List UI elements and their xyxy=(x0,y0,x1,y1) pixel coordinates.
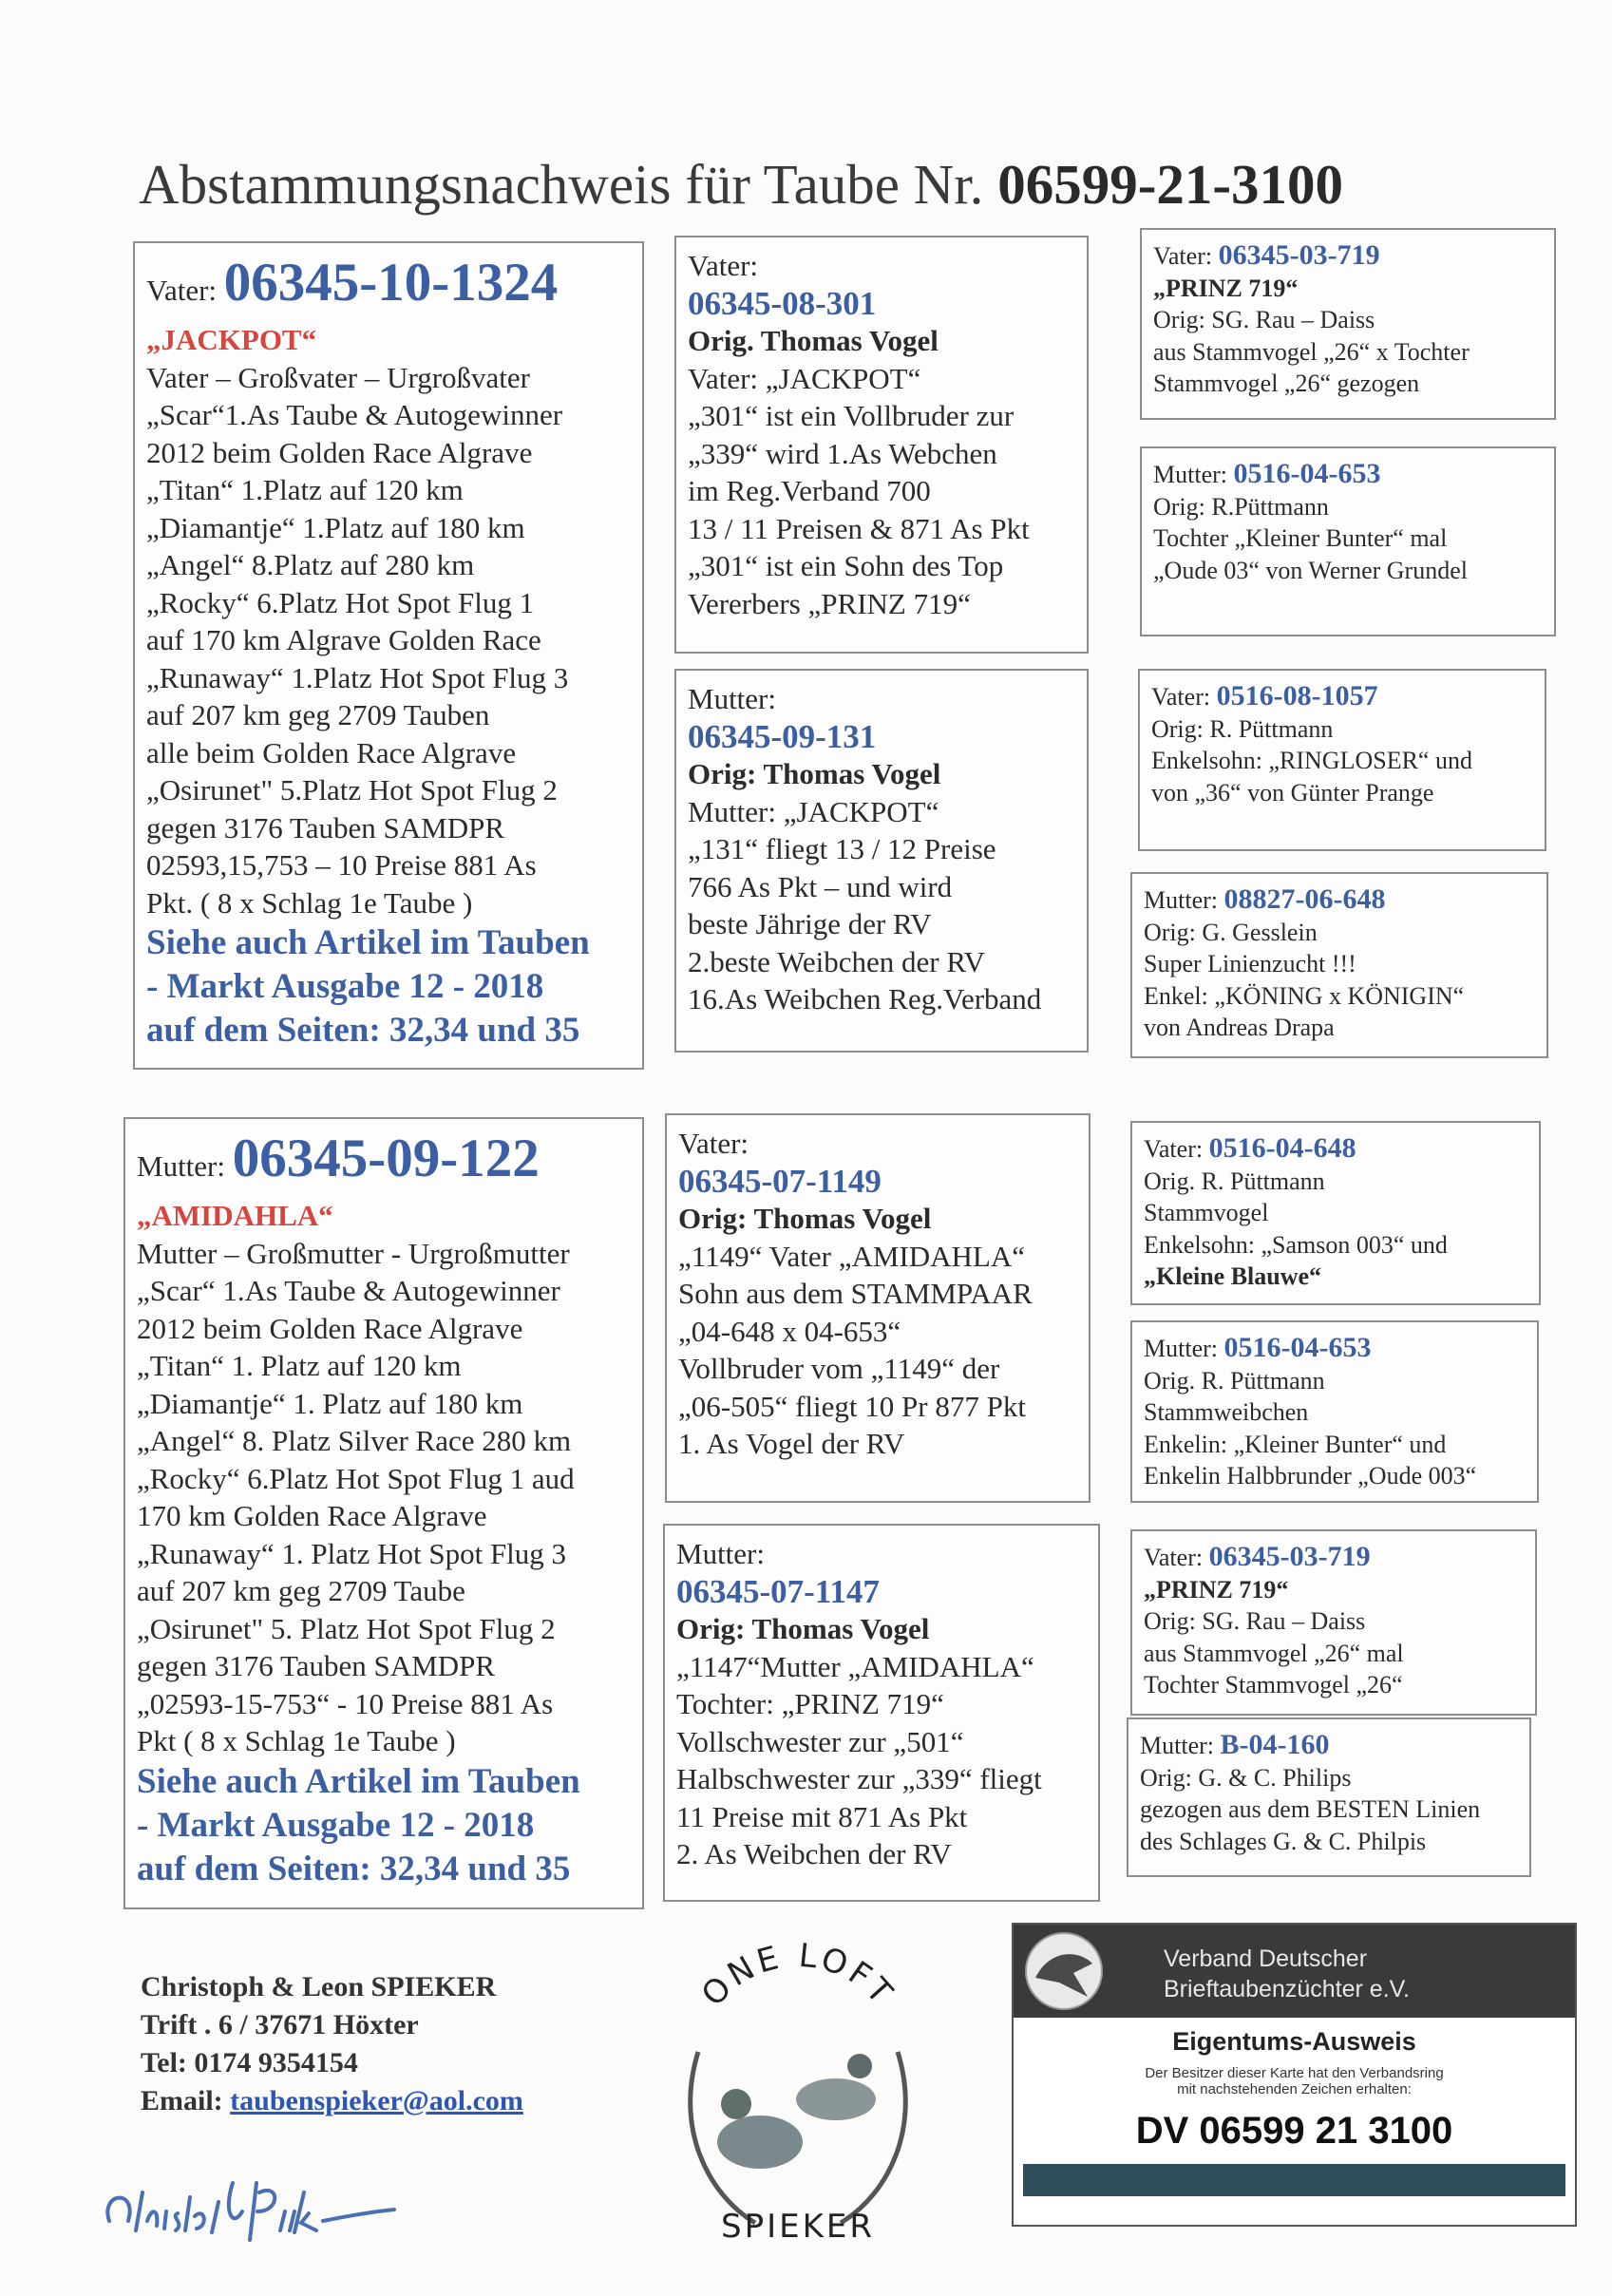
mother-note: auf dem Seiten: 32,34 und 35 xyxy=(137,1849,571,1888)
gp-line: „301“ ist ein Vollbruder zur xyxy=(688,399,1015,432)
ggp-line: „PRINZ 719“ xyxy=(1144,1575,1289,1603)
father-line: „Diamantje“ 1.Platz auf 180 km xyxy=(146,510,525,544)
grandmother-maternal-box xyxy=(663,1524,1100,1902)
logo-bottom-text: SPIEKER xyxy=(721,2208,875,2246)
ggp-box-1 xyxy=(1140,228,1556,420)
one-loft-logo xyxy=(670,1938,926,2251)
ggp-ring: 0516-04-653 xyxy=(1223,1332,1372,1363)
ggp-box-7 xyxy=(1130,1529,1537,1716)
gp-line: 2. As Weibchen der RV xyxy=(676,1837,952,1870)
father-line: „Angel“ 8.Platz auf 280 km xyxy=(146,548,475,581)
ggp-ring: 06345-03-719 xyxy=(1208,1541,1371,1572)
card-ring-number: DV 06599 21 3100 xyxy=(1135,2110,1453,2152)
ggp-line: Enkelsohn: „Samson 003“ und xyxy=(1144,1230,1448,1259)
mother-name: „AMIDAHLA“ xyxy=(137,1199,333,1232)
ggp-line: Tochter „Kleiner Bunter“ mal xyxy=(1153,524,1448,552)
ggp-label: Vater: xyxy=(1144,1544,1204,1571)
ggp-line: Stammweibchen xyxy=(1144,1398,1309,1426)
mother-line: „Diamantje“ 1. Platz auf 180 km xyxy=(137,1386,523,1420)
father-ring: 06345-10-1324 xyxy=(223,253,559,313)
gp-line: beste Jährige der RV xyxy=(688,907,932,940)
card-title: Eigentums-Ausweis xyxy=(1172,2027,1416,2056)
father-line: Pkt. ( 8 x Schlag 1e Taube ) xyxy=(146,885,473,920)
ggp-line: Stammvogel xyxy=(1144,1199,1269,1226)
gp-line: „1147“Mutter „AMIDAHLA“ xyxy=(676,1649,1034,1683)
mother-ring: 06345-09-122 xyxy=(232,1129,540,1188)
ggp-line: Orig: G. & C. Philips xyxy=(1140,1763,1352,1792)
ownership-card xyxy=(1012,1923,1577,2227)
mother-note: Siehe auch Artikel im Tauben xyxy=(137,1761,580,1801)
mother-line: 2012 beim Golden Race Algrave xyxy=(137,1311,523,1345)
mother-line: „Rocky“ 6.Platz Hot Spot Flug 1 aud xyxy=(137,1461,575,1495)
gp-orig: Orig: Thomas Vogel xyxy=(676,1612,930,1645)
grandmother-paternal-box xyxy=(674,669,1089,1053)
grandfather-maternal-box xyxy=(665,1113,1090,1503)
mother-line: „Scar“ 1.As Taube & Autogewinner xyxy=(137,1274,560,1307)
father-line: 02593,15,753 – 10 Preise 881 As xyxy=(146,848,537,882)
gp-ring: 06345-07-1149 xyxy=(678,1162,882,1200)
gp-label: Vater: xyxy=(688,249,759,282)
ggp-line: aus Stammvogel „26“ x Tochter xyxy=(1153,337,1470,366)
ggp-ring: B-04-160 xyxy=(1220,1729,1330,1760)
card-pattern-band xyxy=(1023,2164,1565,2196)
father-line: Vater – Großvater – Urgroßvater xyxy=(146,360,530,394)
father-note: Siehe auch Artikel im Tauben xyxy=(146,923,590,962)
ggp-line: Orig: SG. Rau – Daiss xyxy=(1144,1607,1366,1635)
gp-label: Vater: xyxy=(678,1127,749,1160)
gp-ring: 06345-07-1147 xyxy=(676,1572,880,1610)
ggp-label: Mutter: xyxy=(1140,1732,1214,1759)
father-line: gegen 3176 Tauben SAMDPR xyxy=(146,810,504,844)
gp-line: 13 / 11 Preisen & 871 As Pkt xyxy=(688,511,1030,545)
mother-line: 170 km Golden Race Algrave xyxy=(137,1499,487,1532)
gp-line: 766 As Pkt – und wird xyxy=(688,869,953,903)
father-label: Vater: xyxy=(146,274,218,307)
email-label: Email: xyxy=(141,2085,223,2116)
father-name: „JACKPOT“ xyxy=(146,323,317,356)
gp-line: 1. As Vogel der RV xyxy=(678,1427,905,1460)
gp-line: „339“ wird 1.As Webchen xyxy=(688,436,997,470)
ggp-box-4 xyxy=(1130,872,1548,1058)
gp-ring: 06345-08-301 xyxy=(688,284,877,322)
gp-label: Mutter: xyxy=(676,1537,765,1570)
card-text-1: Der Besitzer dieser Karte hat den Verbandsring xyxy=(1145,2065,1444,2081)
father-note: - Markt Ausgabe 12 - 2018 xyxy=(146,967,544,1006)
gp-line: Vererbers „PRINZ 719“ xyxy=(688,586,971,620)
logo-top-text: ONE LOFT xyxy=(693,1938,902,2015)
grandfather-paternal-box xyxy=(674,236,1089,654)
ggp-ring: 0516-04-648 xyxy=(1208,1132,1356,1164)
ggp-ring: 08827-06-648 xyxy=(1223,883,1386,915)
ggp-label: Vater: xyxy=(1151,683,1211,711)
father-line: „Osirunet" 5.Platz Hot Spot Flug 2 xyxy=(146,773,558,806)
mother-line: „Titan“ 1. Platz auf 120 km xyxy=(137,1349,462,1382)
gp-line: Tochter: „PRINZ 719“ xyxy=(676,1687,944,1720)
father-line: auf 170 km Algrave Golden Race xyxy=(146,623,541,656)
mother-line: „02593-15-753“ - 10 Preise 881 As xyxy=(137,1686,554,1720)
ggp-line: „PRINZ 719“ xyxy=(1153,274,1299,302)
gp-orig: Orig: Thomas Vogel xyxy=(678,1202,932,1235)
gp-line: Vollbruder vom „1149“ der xyxy=(678,1352,1000,1385)
mother-line: „Runaway“ 1. Platz Hot Spot Flug 3 xyxy=(137,1536,567,1570)
ggp-label: Mutter: xyxy=(1153,461,1227,488)
mother-line: gegen 3176 Tauben SAMDPR xyxy=(137,1649,495,1682)
father-line: „Titan“ 1.Platz auf 120 km xyxy=(146,473,464,506)
gp-label: Mutter: xyxy=(688,682,776,715)
mother-line: „Angel“ 8. Platz Silver Race 280 km xyxy=(137,1424,572,1457)
ggp-box-8 xyxy=(1127,1717,1531,1877)
gp-line: im Reg.Verband 700 xyxy=(688,474,931,507)
ggp-box-3 xyxy=(1138,669,1546,851)
breeder-phone: Tel: 0174 9354154 xyxy=(141,2047,358,2078)
ggp-line: Enkelin: „Kleiner Bunter“ und xyxy=(1144,1430,1447,1458)
gp-line: Halbschwester zur „339“ fliegt xyxy=(676,1762,1042,1795)
gp-line: Mutter: „JACKPOT“ xyxy=(688,794,939,828)
gp-line: 2.beste Weibchen der RV xyxy=(688,944,985,978)
card-org-line2: Brieftaubenzüchter e.V. xyxy=(1164,1976,1410,2002)
father-box xyxy=(133,241,644,1070)
mother-label: Mutter: xyxy=(137,1149,225,1183)
father-line: auf 207 km geg 2709 Tauben xyxy=(146,698,490,731)
ggp-label: Mutter: xyxy=(1144,886,1218,914)
ggp-line: Stammvogel „26“ gezogen xyxy=(1153,370,1420,397)
ggp-line: Orig. R. Püttmann xyxy=(1144,1167,1325,1195)
card-text-2: mit nachstehenden Zeichen erhalten: xyxy=(1177,2081,1412,2097)
gp-line: 11 Preise mit 871 As Pkt xyxy=(676,1799,968,1833)
ggp-ring: 0516-04-653 xyxy=(1233,458,1381,489)
ggp-line: aus Stammvogel „26“ mal xyxy=(1144,1639,1404,1667)
ggp-box-6 xyxy=(1130,1320,1539,1503)
email-link[interactable]: taubenspieker@aol.com xyxy=(230,2085,523,2116)
mother-line: Mutter – Großmutter - Urgroßmutter xyxy=(137,1236,570,1270)
page-title: Abstammungsnachweis für Taube Nr. 06599-21-3100 xyxy=(139,153,1343,216)
signature-image xyxy=(90,2154,489,2249)
gp-orig: Orig: Thomas Vogel xyxy=(688,757,941,790)
ggp-label: Vater: xyxy=(1153,242,1213,270)
mother-line: Pkt ( 8 x Schlag 1e Taube ) xyxy=(137,1724,456,1757)
ggp-box-5 xyxy=(1130,1121,1541,1305)
ggp-line: Orig. R. Püttmann xyxy=(1144,1366,1325,1395)
ggp-line: von Andreas Drapa xyxy=(1144,1014,1335,1041)
ggp-line: „Kleine Blauwe“ xyxy=(1144,1262,1322,1290)
ggp-ring: 0516-08-1057 xyxy=(1216,680,1378,712)
mother-box xyxy=(123,1117,644,1909)
father-note: auf dem Seiten: 32,34 und 35 xyxy=(146,1011,580,1050)
ggp-line: des Schlages G. & C. Philpis xyxy=(1140,1827,1427,1855)
father-line: „Runaway“ 1.Platz Hot Spot Flug 3 xyxy=(146,660,569,694)
ggp-line: gezogen aus dem BESTEN Linien xyxy=(1140,1795,1481,1823)
gp-line: Vollschwester zur „501“ xyxy=(676,1724,964,1758)
ggp-line: Orig: R. Püttmann xyxy=(1151,714,1334,743)
ggp-line: von „36“ von Günter Prange xyxy=(1151,778,1434,806)
contact-block xyxy=(141,1968,523,2120)
father-line: „Scar“1.As Taube & Autogewinner xyxy=(146,398,563,431)
card-org-line1: Verband Deutscher xyxy=(1164,1945,1368,1972)
father-line: alle beim Golden Race Algrave xyxy=(146,735,517,769)
breeder-names: Christoph & Leon SPIEKER xyxy=(141,1971,497,2002)
ggp-label: Mutter: xyxy=(1144,1335,1218,1362)
ggp-line: Tochter Stammvogel „26“ xyxy=(1144,1671,1403,1698)
ggp-ring: 06345-03-719 xyxy=(1218,239,1380,271)
ggp-line: Enkelsohn: „RINGLOSER“ und xyxy=(1151,747,1472,774)
ggp-box-2 xyxy=(1140,446,1556,636)
gp-line: „04-648 x 04-653“ xyxy=(678,1314,901,1348)
ggp-line: „Oude 03“ von Werner Grundel xyxy=(1153,556,1468,584)
ggp-line: Orig: R.Püttmann xyxy=(1153,492,1329,521)
pigeon-number: 06599-21-3100 xyxy=(997,153,1343,216)
gp-line: „1149“ Vater „AMIDAHLA“ xyxy=(678,1239,1025,1273)
gp-line: „06-505“ fliegt 10 Pr 877 Pkt xyxy=(678,1389,1026,1423)
father-line: „Rocky“ 6.Platz Hot Spot Flug 1 xyxy=(146,585,535,619)
gp-line: 16.As Weibchen Reg.Verband xyxy=(688,982,1042,1015)
ggp-line: Orig: SG. Rau – Daiss xyxy=(1153,306,1375,333)
breeder-address: Trift . 6 / 37671 Höxter xyxy=(141,2009,419,2040)
mother-note: - Markt Ausgabe 12 - 2018 xyxy=(137,1805,535,1845)
gp-ring: 06345-09-131 xyxy=(688,717,877,755)
pigeon-emblem-icon xyxy=(1021,1930,1107,2012)
gp-orig: Orig. Thomas Vogel xyxy=(688,324,939,357)
svg-text:ONE LOFT xyxy=(694,1938,902,2014)
mother-line: „Osirunet" 5. Platz Hot Spot Flug 2 xyxy=(137,1611,556,1645)
father-line: 2012 beim Golden Race Algrave xyxy=(146,435,533,469)
gp-line: Sohn aus dem STAMMPAAR xyxy=(678,1277,1033,1310)
gp-line: „131“ fliegt 13 / 12 Preise xyxy=(688,832,996,865)
ggp-line: Super Linienzucht !!! xyxy=(1144,950,1356,977)
mother-line: auf 207 km geg 2709 Taube xyxy=(137,1574,465,1607)
gp-line: Vater: „JACKPOT“ xyxy=(688,361,921,395)
ggp-line: Enkel: „KÖNING x KÖNIGIN“ xyxy=(1144,981,1465,1010)
ggp-label: Vater: xyxy=(1144,1135,1204,1163)
ggp-line: Orig: G. Gesslein xyxy=(1144,918,1318,946)
gp-line: „301“ ist ein Sohn des Top xyxy=(688,549,1004,582)
ggp-line: Enkelin Halbbrunder „Oude 003“ xyxy=(1144,1462,1477,1490)
